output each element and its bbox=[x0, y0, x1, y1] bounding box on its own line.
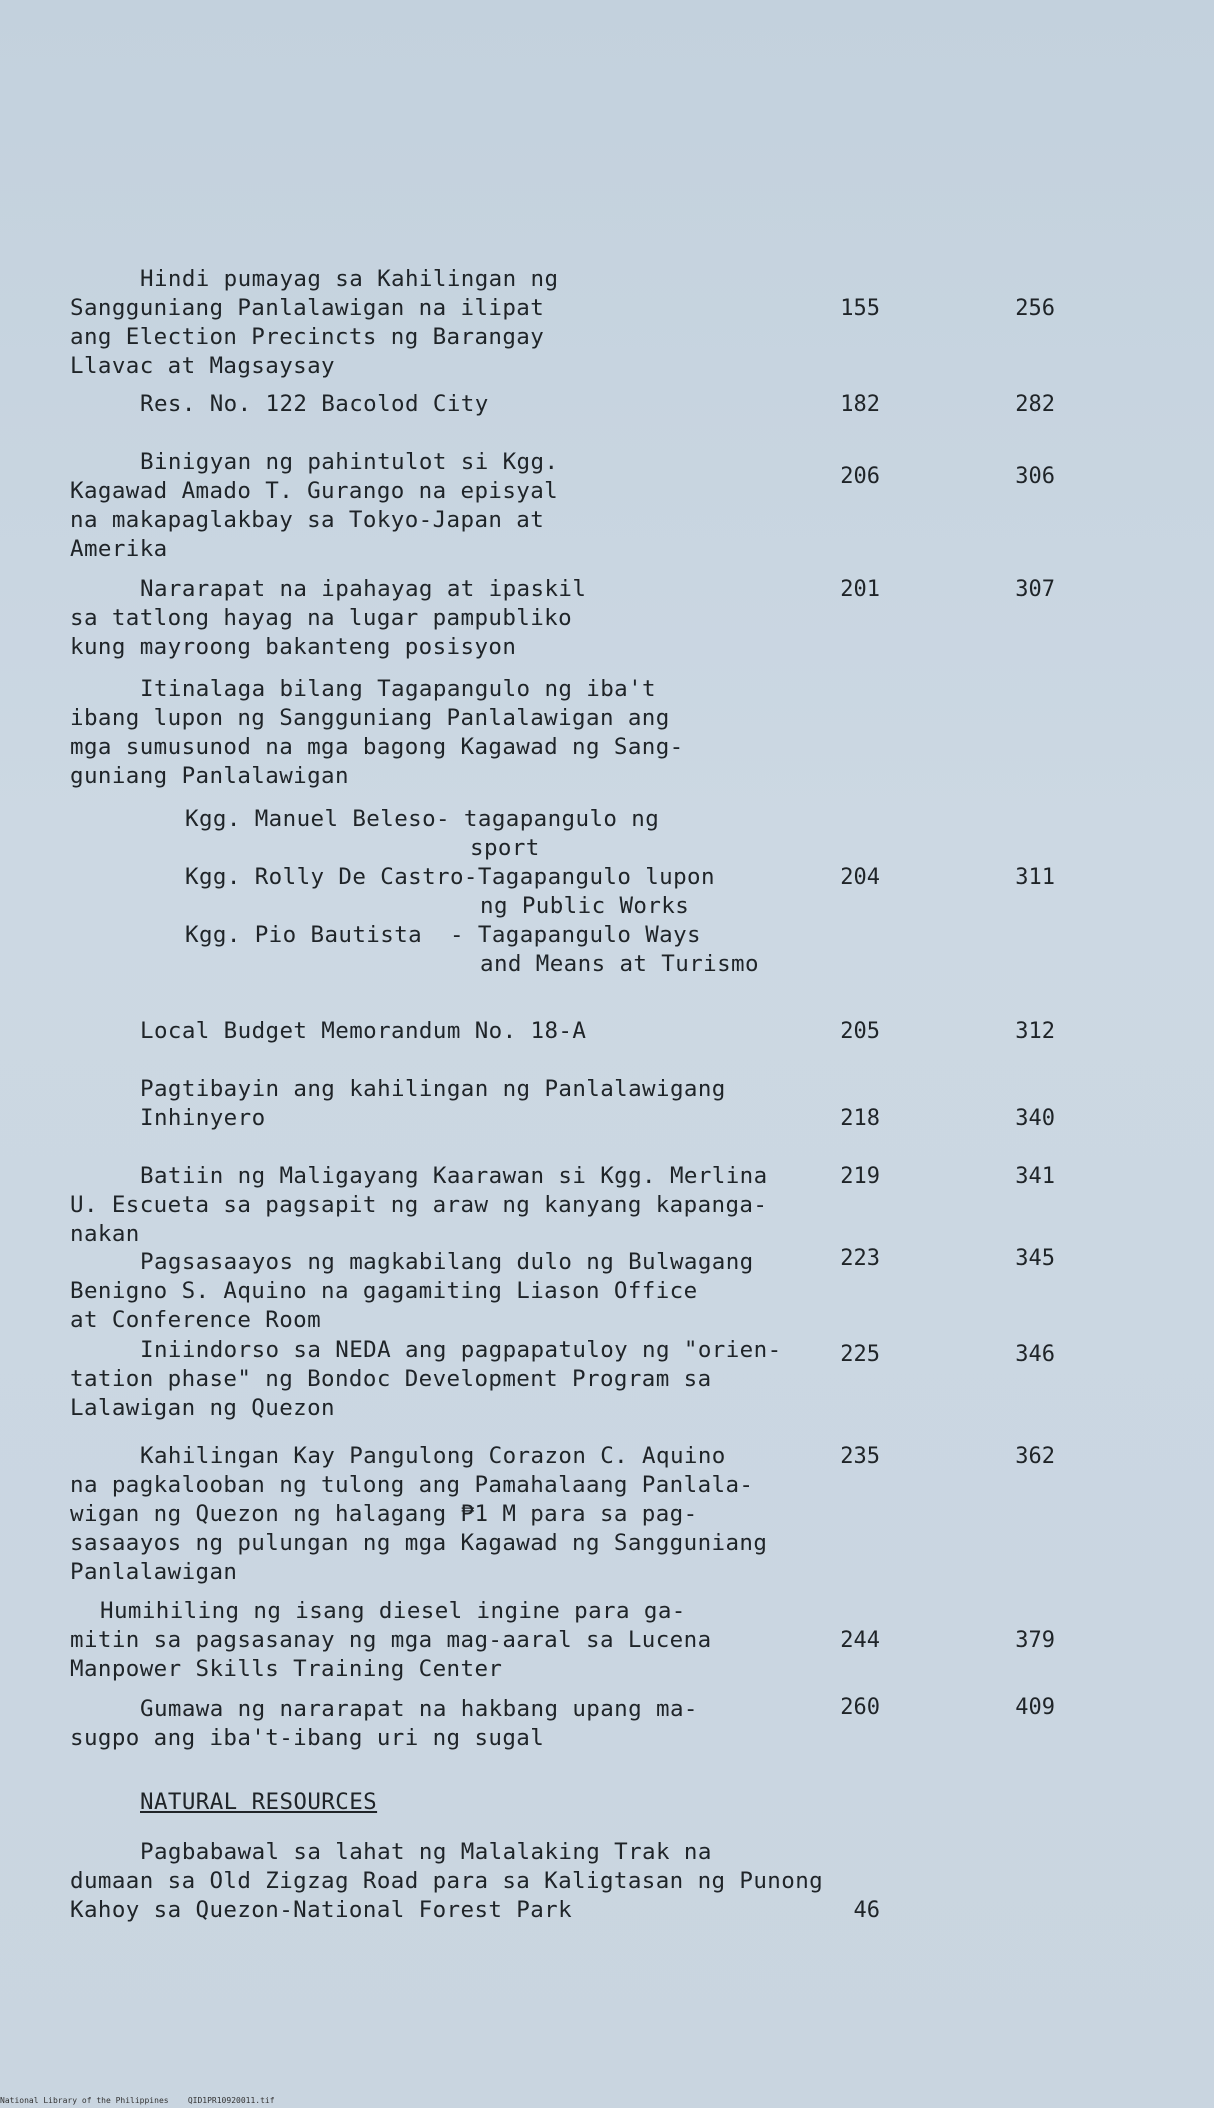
entry-9-line-1: Batiin ng Maligayang Kaarawan si Kgg. Merlina bbox=[140, 1163, 768, 1189]
entry-6-line-3: Kgg. Rolly De Castro-Tagapangulo lupon bbox=[185, 864, 715, 890]
entry-13-res: 244 bbox=[840, 1628, 880, 1653]
entry-6-line-2: sport bbox=[470, 835, 540, 861]
entry-9-line-2: U. Escueta sa pagsapit ng araw ng kanyang kapanga- bbox=[70, 1192, 768, 1218]
entry-2-res: 182 bbox=[840, 392, 880, 417]
entry-4-line-2: sa tatlong hayag na lugar pampubliko bbox=[70, 605, 573, 631]
entry-10-line-3: at Conference Room bbox=[70, 1307, 322, 1333]
entry-1-line-4: Llavac at Magsaysay bbox=[70, 353, 335, 379]
entry-12-line-3: wigan ng Quezon ng halagang ₱1 M para sa pag- bbox=[70, 1501, 698, 1527]
entry-7-line-1: Local Budget Memorandum No. 18-A bbox=[140, 1018, 587, 1044]
entry-11-line-2: tation phase" ng Bondoc Development Program sa bbox=[70, 1366, 712, 1392]
entry-5-line-1: Itinalaga bilang Tagapangulo ng iba't bbox=[140, 676, 657, 702]
entry-1-page: 256 bbox=[1015, 296, 1055, 321]
entry-9-res: 219 bbox=[840, 1164, 880, 1189]
entry-1-line-1: Hindi pumayag sa Kahilingan ng bbox=[140, 266, 559, 292]
natural-resources-line-1: Pagbabawal sa lahat ng Malalaking Trak na bbox=[140, 1839, 712, 1865]
entry-1-line-3: ang Election Precincts ng Barangay bbox=[70, 324, 545, 350]
entry-4-line-1: Nararapat na ipahayag at ipaskil bbox=[140, 576, 587, 602]
entry-6-line-1: Kgg. Manuel Beleso- tagapangulo ng bbox=[185, 806, 660, 832]
entry-13-line-1: Humihiling ng isang diesel ingine para ga- bbox=[100, 1598, 686, 1624]
entry-1-line-2: Sangguniang Panlalawigan na ilipat bbox=[70, 295, 545, 321]
entry-6-page: 311 bbox=[1015, 865, 1055, 890]
section-heading-natural-resources: NATURAL RESOURCES bbox=[140, 1789, 378, 1815]
entry-9-page: 341 bbox=[1015, 1164, 1055, 1189]
entry-14-line-2: sugpo ang iba't-ibang uri ng sugal bbox=[70, 1725, 545, 1751]
entry-10-page: 345 bbox=[1015, 1246, 1055, 1271]
entry-5-line-3: mga sumusunod na mga bagong Kagawad ng Sang- bbox=[70, 734, 684, 760]
entry-6-line-4: ng Public Works bbox=[480, 893, 690, 919]
entry-5-line-2: ibang lupon ng Sangguniang Panlalawigan ang bbox=[70, 705, 670, 731]
entry-13-line-2: mitin sa pagsasanay ng mga mag-aaral sa Lucena bbox=[70, 1627, 712, 1653]
entry-8-page: 340 bbox=[1015, 1106, 1055, 1131]
entry-6-res: 204 bbox=[840, 865, 880, 890]
entry-14-res: 260 bbox=[840, 1695, 880, 1720]
entry-9-line-3: nakan bbox=[70, 1221, 140, 1247]
entry-10-line-1: Pagsasaayos ng magkabilang dulo ng Bulwagang bbox=[140, 1249, 754, 1275]
entry-3-line-3: na makapaglakbay sa Tokyo-Japan at bbox=[70, 507, 545, 533]
entry-13-page: 379 bbox=[1015, 1628, 1055, 1653]
entry-12-res: 235 bbox=[840, 1444, 880, 1469]
entry-11-page: 346 bbox=[1015, 1342, 1055, 1367]
entry-2-line-1: Res. No. 122 Bacolod City bbox=[140, 391, 489, 417]
entry-11-line-3: Lalawigan ng Quezon bbox=[70, 1395, 335, 1421]
entry-3-res: 206 bbox=[840, 464, 880, 489]
entry-6-line-6: and Means at Turismo bbox=[480, 951, 759, 977]
entry-8-res: 218 bbox=[840, 1106, 880, 1131]
natural-resources-res: 46 bbox=[853, 1898, 880, 1923]
entry-13-line-3: Manpower Skills Training Center bbox=[70, 1656, 503, 1682]
entry-10-line-2: Benigno S. Aquino na gagamiting Liason Office bbox=[70, 1278, 698, 1304]
entry-14-line-1: Gumawa ng nararapat na hakbang upang ma- bbox=[140, 1696, 698, 1722]
entry-12-line-5: Panlalawigan bbox=[70, 1559, 238, 1585]
entry-1-res: 155 bbox=[840, 296, 880, 321]
entry-3-line-1: Binigyan ng pahintulot si Kgg. bbox=[140, 449, 559, 475]
entry-12-line-1: Kahilingan Kay Pangulong Corazon C. Aquino bbox=[140, 1443, 726, 1469]
entry-12-page: 362 bbox=[1015, 1444, 1055, 1469]
entry-10-res: 223 bbox=[840, 1246, 880, 1271]
entry-5-line-4: guniang Panlalawigan bbox=[70, 763, 349, 789]
entry-3-page: 306 bbox=[1015, 464, 1055, 489]
entry-8-line-2: Inhinyero bbox=[140, 1105, 266, 1131]
entry-11-line-1: Iniindorso sa NEDA ang pagpapatuloy ng "orien- bbox=[140, 1337, 782, 1363]
entry-7-res: 205 bbox=[840, 1019, 880, 1044]
entry-4-res: 201 bbox=[840, 577, 880, 602]
scan-footer-caption: National Library of the Philippines QID1PR10920011.tif bbox=[0, 2096, 275, 2105]
natural-resources-line-3: Kahoy sa Quezon-National Forest Park bbox=[70, 1897, 573, 1923]
entry-12-line-2: na pagkalooban ng tulong ang Pamahalaang Panlala- bbox=[70, 1472, 754, 1498]
entry-3-line-4: Amerika bbox=[70, 536, 168, 562]
entry-3-line-2: Kagawad Amado T. Gurango na episyal bbox=[70, 478, 559, 504]
entry-6-line-5: Kgg. Pio Bautista - Tagapangulo Ways bbox=[185, 922, 702, 948]
entry-12-line-4: sasaayos ng pulungan ng mga Kagawad ng Sangguniang bbox=[70, 1530, 768, 1556]
natural-resources-line-2: dumaan sa Old Zigzag Road para sa Kaligtasan ng Punong bbox=[70, 1868, 824, 1894]
entry-11-res: 225 bbox=[840, 1342, 880, 1367]
entry-4-page: 307 bbox=[1015, 577, 1055, 602]
entry-7-page: 312 bbox=[1015, 1019, 1055, 1044]
entry-2-page: 282 bbox=[1015, 392, 1055, 417]
entry-8-line-1: Pagtibayin ang kahilingan ng Panlalawigang bbox=[140, 1076, 726, 1102]
entry-14-page: 409 bbox=[1015, 1695, 1055, 1720]
entry-4-line-3: kung mayroong bakanteng posisyon bbox=[70, 634, 517, 660]
